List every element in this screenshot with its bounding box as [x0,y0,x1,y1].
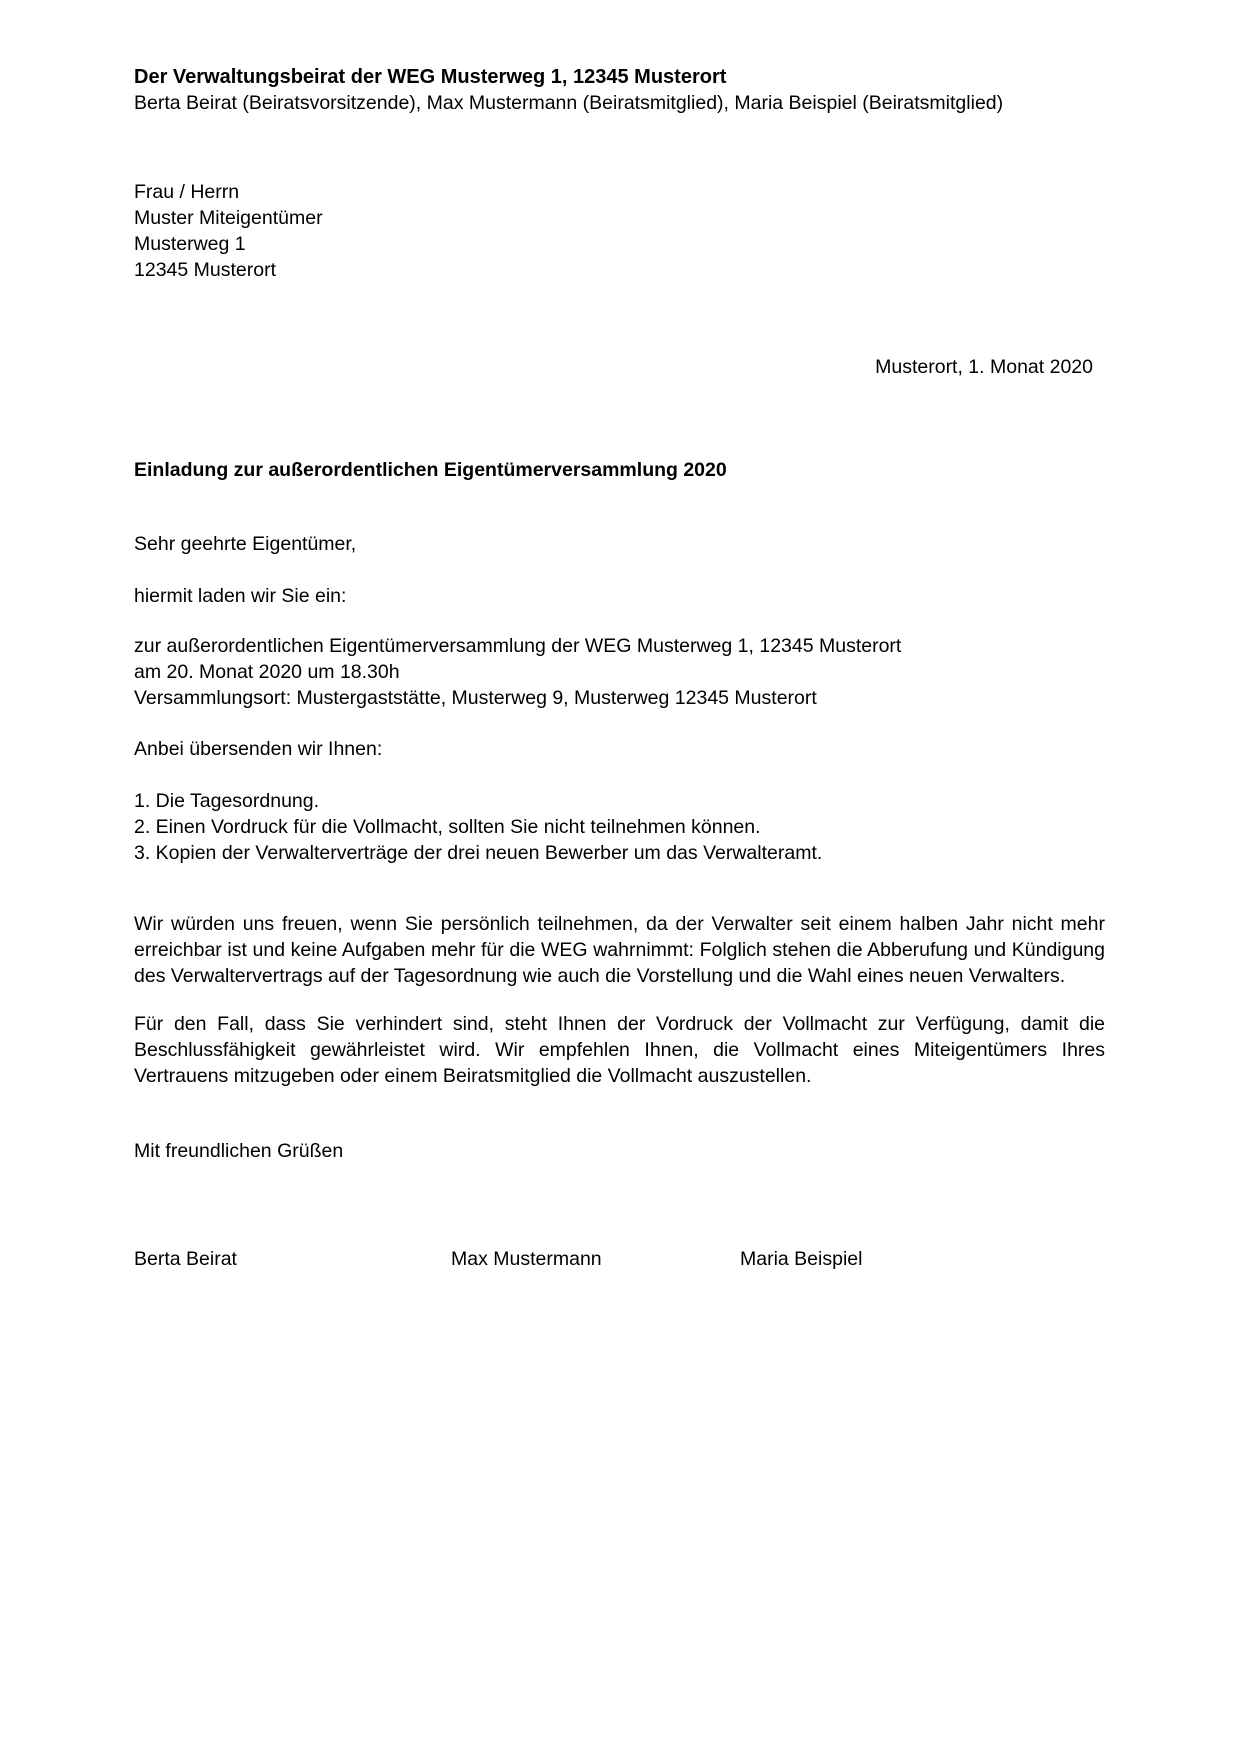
body-paragraph-1: Wir würden uns freuen, wenn Sie persönlich teilnehmen, da der Verwalter seit einem halben Jahr nicht mehr erreichbar ist und keine Aufgaben mehr für die WEG wahrnimmt: Folglich stehen die Abberufung und Kündigung des Verwaltervertrags auf der Tagesordnung wie auch die Vorstellung und die Wahl eines neuen Verwalters. [134,913,1105,987]
recipient-block [134,179,1105,283]
signature-name: Max Mustermann [451,1248,602,1270]
intro-line: hiermit laden wir Sie ein: [134,585,347,607]
recipient-street: Musterweg 1 [134,233,246,255]
invitation-event: zur außerordentlichen Eigentümerversammlung der WEG Musterweg 1, 12345 Musterort [134,635,902,657]
sender-block [134,64,1105,116]
signature-name: Berta Beirat [134,1248,237,1270]
sender-members: Berta Beirat (Beiratsvorsitzende), Max Mustermann (Beiratsmitglied), Maria Beispiel (Beiratsmitglied) [134,92,1004,114]
enclosures-intro: Anbei übersenden wir Ihnen: [134,738,383,760]
closing-line: Mit freundlichen Grüßen [134,1140,344,1162]
sender-title: Der Verwaltungsbeirat der WEG Musterweg 1, 12345 Musterort [134,66,727,88]
invitation-location: Versammlungsort: Mustergaststätte, Musterweg 9, Musterweg 12345 Musterort [134,687,817,709]
signature-row [134,1246,1105,1272]
enclosure-item: 3. Kopien der Verwalterverträge der drei neuen Bewerber um das Verwalteramt. [134,842,823,864]
recipient-salutation: Frau / Herrn [134,181,240,203]
enclosure-item: 2. Einen Vordruck für die Vollmacht, sollten Sie nicht teilnehmen können. [134,816,761,838]
body-paragraph-2: Für den Fall, dass Sie verhindert sind, steht Ihnen der Vordruck der Vollmacht zur Verfügung, damit die Beschlussfähigkeit gewährleistet wird. Wir empfehlen Ihnen, die Vollmacht eines Miteigentümers Ihres Vertrauens mitzugeben oder einem Beiratsmitglied die Vollmacht auszustellen. [134,1013,1105,1087]
recipient-name: Muster Miteigentümer [134,207,323,229]
invitation-details [134,633,1105,711]
date-line: Musterort, 1. Monat 2020 [875,356,1093,378]
subject-line: Einladung zur außerordentlichen Eigentümerversammlung 2020 [134,459,727,481]
signature-name: Maria Beispiel [740,1248,863,1270]
recipient-city: 12345 Musterort [134,259,276,281]
enclosures-list [134,788,1105,866]
greeting: Sehr geehrte Eigentümer, [134,533,357,555]
invitation-datetime: am 20. Monat 2020 um 18.30h [134,661,400,683]
enclosure-item: 1. Die Tagesordnung. [134,790,320,812]
